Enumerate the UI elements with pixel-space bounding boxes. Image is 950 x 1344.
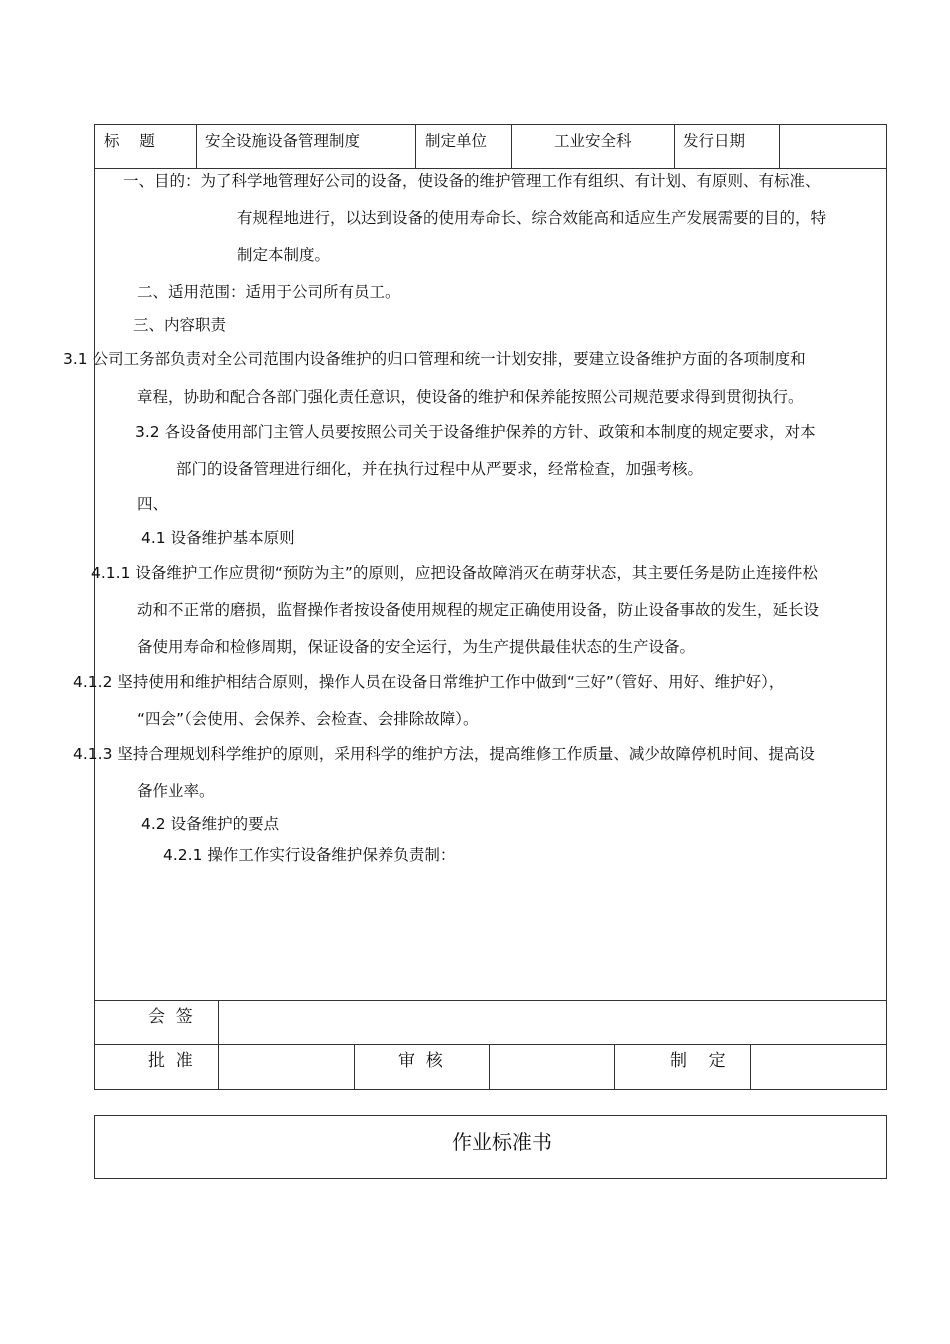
para-3-2-line-1: 3.2 各设备使用部门主管人员要按照公司关于设备维护保养的方针、政策和本制度的规定要求，对本 (135, 423, 816, 441)
header-col-divider (779, 124, 780, 168)
para-4-2-1: 4.2.1 操作工作实行设备维护保养负责制： (163, 846, 456, 864)
title-value: 安全设施设备管理制度 (205, 132, 361, 150)
section-2: 二、适用范围：适用于公司所有员工。 (137, 283, 401, 301)
review-label: 审 核 (398, 1051, 443, 1071)
heading-4-2: 4.2 设备维护的要点 (141, 815, 280, 833)
approve-label: 批 准 (148, 1051, 193, 1071)
header-col-divider (674, 124, 675, 168)
footer-col-divider (354, 1044, 355, 1090)
para-4-1-2-line-1: 4.1.2 坚持使用和维护相结合原则，操作人员在设备日常维护工作中做到“三好”（管好、用好、维护好）， (73, 673, 785, 691)
para-4-1-3-line-2: 备作业率。 (137, 782, 215, 800)
unit-label: 制定单位 (425, 132, 488, 150)
para-3-1-line-1: 3.1 公司工务部负责对全公司范围内设备维护的归口管理和统一计划安排，要建立设备维护方面的各项制度和 (63, 350, 806, 368)
para-3-1-line-2: 章程，协助和配合各部门强化责任意识，使设备的维护和保养能按照公司规范要求得到贯彻执行。 (137, 388, 804, 406)
footer-row-divider (94, 1000, 887, 1001)
header-col-divider (511, 124, 512, 168)
para-4-1-1-line-3: 备使用寿命和检修周期，保证设备的安全运行，为生产提供最佳状态的生产设备。 (137, 638, 696, 656)
footer-row-divider (94, 1044, 887, 1045)
title-label: 标 题 (104, 132, 155, 150)
header-col-divider (415, 124, 416, 168)
footer-col-divider (750, 1044, 751, 1090)
para-3-2-line-2: 部门的设备管理进行细化，并在执行过程中从严要求，经常检查，加强考核。 (176, 460, 704, 478)
countersign-label: 会 签 (148, 1007, 193, 1027)
para-4-1-2-line-2: “四会”（会使用、会保养、会检查、会排除故障）。 (137, 710, 479, 728)
footer-col-divider (614, 1044, 615, 1090)
header-row-divider (94, 168, 887, 169)
date-label: 发行日期 (683, 132, 746, 150)
section-1-line-3: 制定本制度。 (237, 246, 331, 264)
footer-col-divider (489, 1044, 490, 1090)
prepare-label: 制 定 (670, 1051, 726, 1071)
section-4: 四、 (137, 495, 169, 513)
para-4-1-1-line-1: 4.1.1 设备维护工作应贯彻“预防为主”的原则，应把设备故障消灭在萌芽状态，其主要任务是防止连接件松 (91, 564, 818, 582)
section-1-line-2: 有规程地进行，以达到设备的使用寿命长、综合效能高和适应生产发展需要的目的，特 (237, 209, 827, 227)
standard-book-title: 作业标准书 (452, 1130, 552, 1154)
section-1-line-1: 一、目的：为了科学地管理好公司的设备，使设备的维护管理工作有组织、有计划、有原则、有标准、 (123, 172, 821, 190)
header-col-divider (196, 124, 197, 168)
section-3: 三、内容职责 (133, 316, 227, 334)
para-4-1-3-line-1: 4.1.3 坚持合理规划科学维护的原则，采用科学的维护方法，提高维修工作质量、减少故障停机时间、提高设 (73, 745, 815, 763)
para-4-1-1-line-2: 动和不正常的磨损，监督操作者按设备使用规程的规定正确使用设备，防止设备事故的发生，延长设 (137, 601, 820, 619)
heading-4-1: 4.1 设备维护基本原则 (141, 529, 295, 547)
unit-value: 工业安全科 (554, 132, 632, 150)
footer-col-divider (218, 1000, 219, 1090)
